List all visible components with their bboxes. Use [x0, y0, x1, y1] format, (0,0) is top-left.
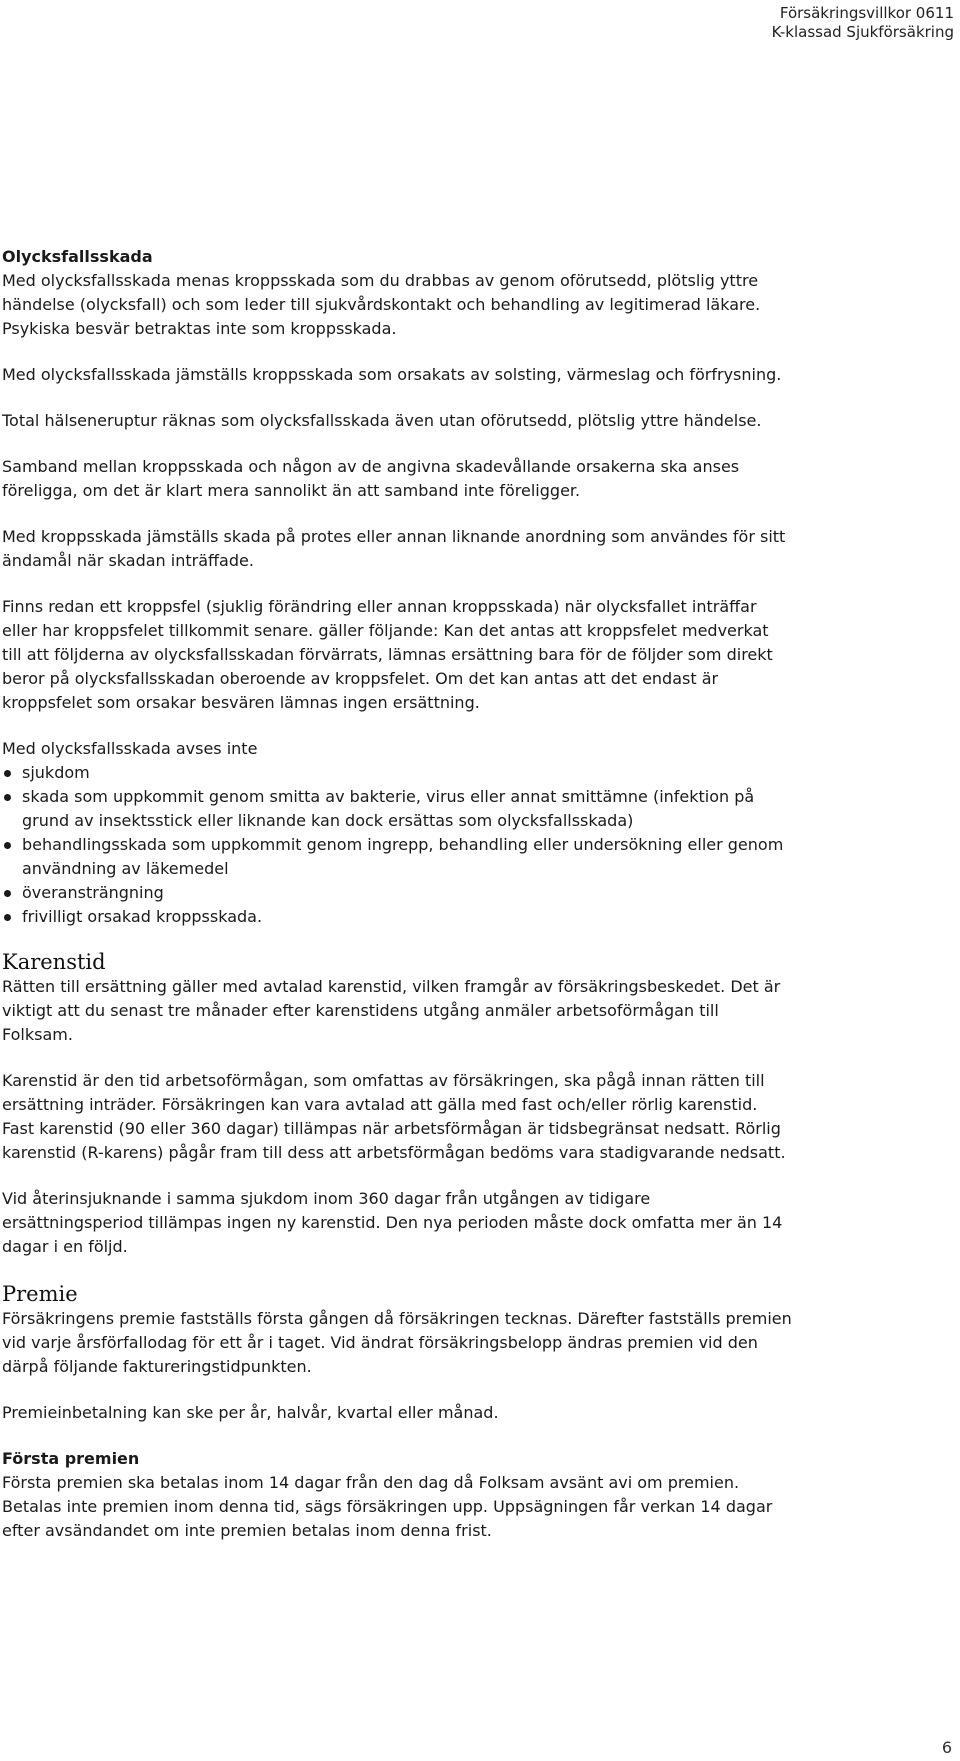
olycksfall-heading: Olycksfallsskada — [2, 247, 153, 266]
exclusions-list — [2, 761, 792, 929]
karenstid-heading: Karenstid — [2, 950, 106, 974]
karenstid-section — [2, 949, 792, 1047]
olycksfall-paragraph: Med olycksfallsskada menas kroppsskada som du drabbas av genom oförutsedd, plötslig yttre händelse (olycksfall) och som leder till sjukvårdskontakt och behandling av legitimerad läkare. Psykiska besvär betraktas inte som kroppsskada. — [2, 271, 761, 338]
header-document-title: Försäkringsvillkor 0611 — [779, 4, 954, 22]
exclusions-intro: Med olycksfallsskada avses inte — [2, 739, 258, 758]
premie-heading: Premie — [2, 1282, 78, 1306]
olycksfall-paragraph: Med olycksfallsskada jämställs kroppsskada som orsakats av solsting, värmeslag och förfrysning. — [2, 365, 782, 384]
olycksfall-paragraph: Finns redan ett kroppsfel (sjuklig förändring eller annan kroppsskada) när olycksfallet inträffar eller har kroppsfelet tillkommit senare. gäller följande: Kan det antas att kroppsfelet medverkat till att följderna av olycksfallsskadan förvärrats, lämnas ersättning bara för de följder som direkt beror på olycksfallsskadan oberoende av kroppsfelet. Om det kan antas att det endast är kroppsfelet som orsakar besvären lämnas ingen ersättning. — [2, 597, 773, 712]
list-item: frivilligt orsakad kroppsskada. — [2, 905, 792, 929]
olycksfall-intro — [2, 245, 792, 341]
karenstid-paragraph: Karenstid är den tid arbetsoförmågan, som omfattas av försäkringen, ska pågå innan rätten till ersättning inträder. Försäkringen kan vara avtalad att gälla med fast och/eller rörlig karenstid. Fast karenstid (90 eller 360 dagar) tillämpas när arbetsförmågan är tidsbegränsat nedsatt. Rörlig karenstid (R-karens) pågår fram till dess att arbetsförmågan bedöms vara stadigvarande nedsatt. — [2, 1071, 786, 1162]
forsta-premien-paragraph: Första premien ska betalas inom 14 dagar från den dag då Folksam avsänt avi om premien. Betalas inte premien inom denna tid, sägs försäkringen upp. Uppsägningen får verkan 14 dagar efter avsändandet om inte premien betalas inom denna frist. — [2, 1473, 773, 1540]
list-item: sjukdom — [2, 761, 792, 785]
premie-paragraph: Premieinbetalning kan ske per år, halvår, kvartal eller månad. — [2, 1403, 499, 1422]
list-item: överansträngning — [2, 881, 792, 905]
header-document-subtitle: K-klassad Sjukförsäkring — [771, 23, 954, 41]
karenstid-paragraph: Rätten till ersättning gäller med avtalad karenstid, vilken framgår av försäkringsbeskedet. Det är viktigt att du senast tre månader efter karenstidens utgång anmäler arbetsoförmågan till Folksam. — [2, 977, 781, 1044]
forsta-premien-section — [2, 1447, 792, 1543]
forsta-premien-heading: Första premien — [2, 1449, 140, 1468]
list-item: skada som uppkommit genom smitta av bakterie, virus eller annat smittämne (infektion på grund av insektsstick eller liknande kan dock ersättas som olycksfallsskada) — [2, 785, 792, 833]
main-content — [2, 245, 792, 1565]
page-number: 6 — [941, 1738, 952, 1757]
premie-section — [2, 1281, 792, 1379]
premie-paragraph: Försäkringens premie fastställs första gången då försäkringen tecknas. Därefter fastställs premien vid varje årsförfallodag för ett år i taget. Vid ändrat försäkringsbelopp ändras premien vid den därpå följande faktureringstidpunkten. — [2, 1309, 792, 1376]
document-header — [772, 4, 954, 42]
olycksfall-paragraph: Total hälseneruptur räknas som olycksfallsskada även utan oförutsedd, plötslig yttre händelse. — [2, 411, 762, 430]
olycksfall-paragraph: Samband mellan kroppsskada och någon av de angivna skadevållande orsakerna ska anses föreligga, om det är klart mera sannolikt än att samband inte föreligger. — [2, 457, 740, 500]
list-item: behandlingsskada som uppkommit genom ingrepp, behandling eller undersökning eller genom användning av läkemedel — [2, 833, 792, 881]
olycksfall-paragraph: Med kroppsskada jämställs skada på protes eller annan liknande anordning som användes för sitt ändamål när skadan inträffade. — [2, 527, 786, 570]
karenstid-paragraph: Vid återinsjuknande i samma sjukdom inom 360 dagar från utgången av tidigare ersättningsperiod tillämpas ingen ny karenstid. Den nya perioden måste dock omfatta mer än 14 dagar i en följd. — [2, 1189, 783, 1256]
